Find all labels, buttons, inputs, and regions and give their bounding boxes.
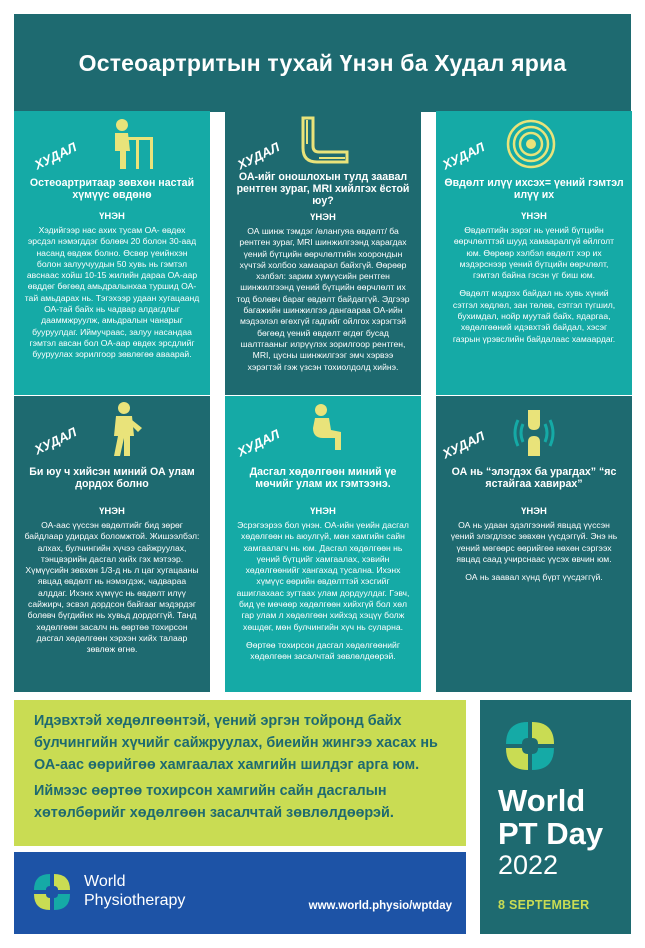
myth-tag: ХУДАЛ: [32, 139, 79, 173]
world-pt-day-line-2: PT Day: [498, 816, 604, 851]
org-name: [84, 872, 185, 910]
elbow-joint-icon: [297, 114, 351, 169]
truth-text: [446, 225, 622, 352]
knee-joint-icon: [510, 410, 558, 461]
world-pt-day-logo-icon: [498, 714, 562, 783]
truth-paragraph: Өвдөлт мэдрэх байдал нь хувь хүний сэтгэл хөдлөл, зан төлөв, сэтгэл түгшил, бухимдал, нойр муутай байх, ядаргаа, хөдөлгөөний идэвхтэй байдал, хэсэг газрын үрэвслийн байдалаас хамаардаг.: [452, 288, 616, 344]
truth-text: [235, 520, 411, 670]
org-name-line-2: Physiotherapy: [84, 892, 186, 909]
myth-title: Дасгал хөдөлгөөн миний үе мөчийг улам их гэмтээнэ.: [249, 466, 397, 490]
myth-card-3: [436, 111, 632, 395]
event-date: 8 SEPTEMBER: [498, 898, 590, 912]
truth-label: ҮНЭН: [99, 506, 125, 517]
truth-label: ҮНЭН: [310, 506, 336, 517]
truth-label: ҮНЭН: [521, 506, 547, 517]
event-year: 2022: [498, 850, 559, 880]
myth-card-6: [436, 396, 632, 692]
header-banner: [14, 14, 631, 112]
person-squatting-icon: [307, 402, 347, 457]
myth-title: ОА нь “элэгдэх ба урагдах” “яс ястайгаа хавирах”: [451, 466, 617, 490]
truth-paragraph: Өвдөлтийн зэрэг нь үений бүтцийн өөрчлөлттэй шууд хамааралгүй өйлголт юм. Өөрөөр хэлбэл өвдөлт хэр их мэдэрснээр үений бүтцийн өөрчлөлт, гэмтэл байна гэсэн үг биш юм.: [453, 225, 615, 281]
myth-card-1: [14, 111, 210, 395]
truth-paragraph: ОА-аас үүссэн өвдөлтийг бид зөрөг байдлаар удирдах боломжтой. Жишээлбэл: алхах, булчингийн хүчээ сайжруулах, тэнцвэрийн дасгал хийх гэх мэтээр. Хүмүүсийн зөвхөн 1/3-д нь л цаг хугацааны явцад өвдөлт нь нэмэгдэж, чадвараа алддаг. Ихэнх хүмүүс нь өвдөлт илүү сайжирч, эсвэл дордсон байгааг мэдэрдэг болөвч бүгдийнх нь хувьд дордоггүй. Танд хөдөлгөөн засалч нь өөртөө тохирсон дасгал хөдөлгөөн хэрхэн хийх талаар зөвлөж өгнө.: [24, 520, 200, 655]
myth-card-2: [225, 111, 421, 395]
myth-tag: ХУДАЛ: [440, 139, 487, 173]
myth-title: Би юу ч хийсэн миний ОА улам дордох болно: [29, 466, 195, 490]
world-pt-day-title: [498, 784, 603, 850]
myth-tag: ХУДАЛ: [235, 426, 282, 460]
truth-paragraph: Эсрэгээрээ бол үнэн. ОА-ийн үеийн дасгал хөдөлгөөн нь аюулгүй, мөн хамгийн сайн хамгаалагч нь юм. Дасгал хөдөлгөөн нь үений бүтцийг хамгаалах, хэвийн хөдөлгөөнийг хангахад тусална. Ихэнх хүмүүс өөрийн өвдөлттэй хэсгийг ашиглахаас зугтаах улам дордуулдаг. Гэвч, бид үе мөчөөр хөдөлгөөн хийхгүй бол хөл гар улам л хөдөлгөөн хийхэд хэцүү болж хөшдөг, мөн булчингийн хүч нь суларна.: [236, 520, 410, 632]
page-title: Остеоартритын тухай Үнэн ба Худал яриа: [78, 49, 567, 76]
truth-text: [235, 226, 411, 380]
truth-label: ҮНЭН: [99, 211, 125, 222]
key-message: [34, 710, 452, 828]
truth-text: [24, 225, 200, 368]
website-link[interactable]: www.world.physio/wptday: [308, 900, 452, 912]
myth-title: Өвдөлт илүү ихсэх= үений гэмтэл илүү их: [444, 177, 624, 201]
myth-title: Остеоартритаар зөвхөн настай хүмүүс өвдөнө: [29, 177, 195, 201]
truth-paragraph: ОА шинж тэмдэг /өлангуяа өвдөлт/ ба рентген зураг, MRI шинжилгээнд харагдах үений бүтцийн өөрчлөлтийн хоорондын хүчтэй холбоо хамаарал байхгүй. Өөрөөр хэлбэл: зарим хүмүүсийн рентген шинжилгээнд үений бүтцийн өөрчлөлт их тод болөвч бараг өвдөлт байдаггүй. Эдгээр багажийн шинжилгээ дангаараа ОА-ийн мэдээлэл өгөхгүй гадгийг ойлгох хэрэгтэй бөгөөд үений өвдөлт өгдөг бусад шалтгааныг илрүүлэх зорилгоор рентген, MRI, цусны шинжилгээг эмч хэрвээ хэрэгтэй гэж үзсэн тохиолдолд хийнэ.: [236, 226, 410, 372]
truth-text: [446, 520, 622, 590]
key-message-panel: [14, 700, 466, 846]
myth-card-4: [14, 396, 210, 692]
world-pt-day-panel: [480, 700, 631, 934]
myth-title: ОА-ийг оношлохын тулд заавал рентген зураг, MRI хийлгэх ёстой юу?: [236, 171, 410, 207]
myth-tag: ХУДАЛ: [235, 139, 282, 173]
truth-text: [24, 520, 200, 663]
world-physiotherapy-logo-icon: [28, 868, 76, 921]
person-back-pain-icon: [102, 400, 148, 463]
walker-person-icon: [100, 117, 156, 176]
truth-paragraph: Өөртөө тохирсон дасгал хөдөлгөөнийг хөдөлгөөн засалчтай зөвлөлдөөрэй.: [246, 639, 400, 662]
truth-paragraph: Хэдийгээр нас ахих тусам ОА- өвдөх эрсдэл нэмэгддэг болөвч 20 болон 30-аад насанд өвдөж болно. Өсвөр үеийнхэн болон залуучуудын 50 хувь нь гэмтэл авснаас хойш 10-15 жилийн дараа ОА-аар өвддөг бөгөөд амьдралынхаа туршид ОА-тай амьдарах нь. Тэгэхээр удаан хугацаанд ОА-тай байх нь чадвар алдагдлыг дааммжруулж, амьдралын чанарыг бууруулдаг. Иймучраас, залуу насандаа гэмтэл авсан бол ОА-аар өвдөх эрсдлийг бууруулах зорилгоор зөвлөгөө аваарай.: [24, 225, 200, 360]
key-message-line-2: Иймээс өөртөө тохирсон хамгийн сайн дасгалын хөтөлбөрийг хөдөлгөөн засалчтай зөвлөлдөөрэй.: [34, 783, 394, 821]
pain-radiating-icon: [504, 117, 558, 176]
footer-bar: [14, 852, 466, 934]
myth-tag: ХУДАЛ: [32, 424, 79, 458]
truth-label: ҮНЭН: [521, 211, 547, 222]
truth-paragraph: ОА нь удаан эдэлгээний явцад үүссэн үений элэгдлээс зөвхөн үүсдэггүй. Энэ нь үений мөгөөрс өөрийгөө нөхөн сэргээх явцад саад учирснаас үүсэх өвчин юм.: [450, 520, 618, 564]
truth-label: ҮНЭН: [310, 212, 336, 223]
org-name-line-1: World: [84, 873, 126, 890]
myth-tag: ХУДАЛ: [440, 428, 487, 462]
key-message-line-1: Идэвхтэй хөдөлгөөнтэй, үений эргэн тойронд байх булчингийн хүчийг сайжруулах, биеийн жингээ хасах нь ОА-аас өөрийгөө хамгаалах хамгийн шилдэг арга юм.: [34, 713, 438, 773]
world-pt-day-line-1: World: [498, 783, 586, 818]
myth-card-5: [225, 396, 421, 692]
truth-paragraph: ОА нь заавал хүнд бүрт үүсдэггүй.: [465, 572, 603, 583]
